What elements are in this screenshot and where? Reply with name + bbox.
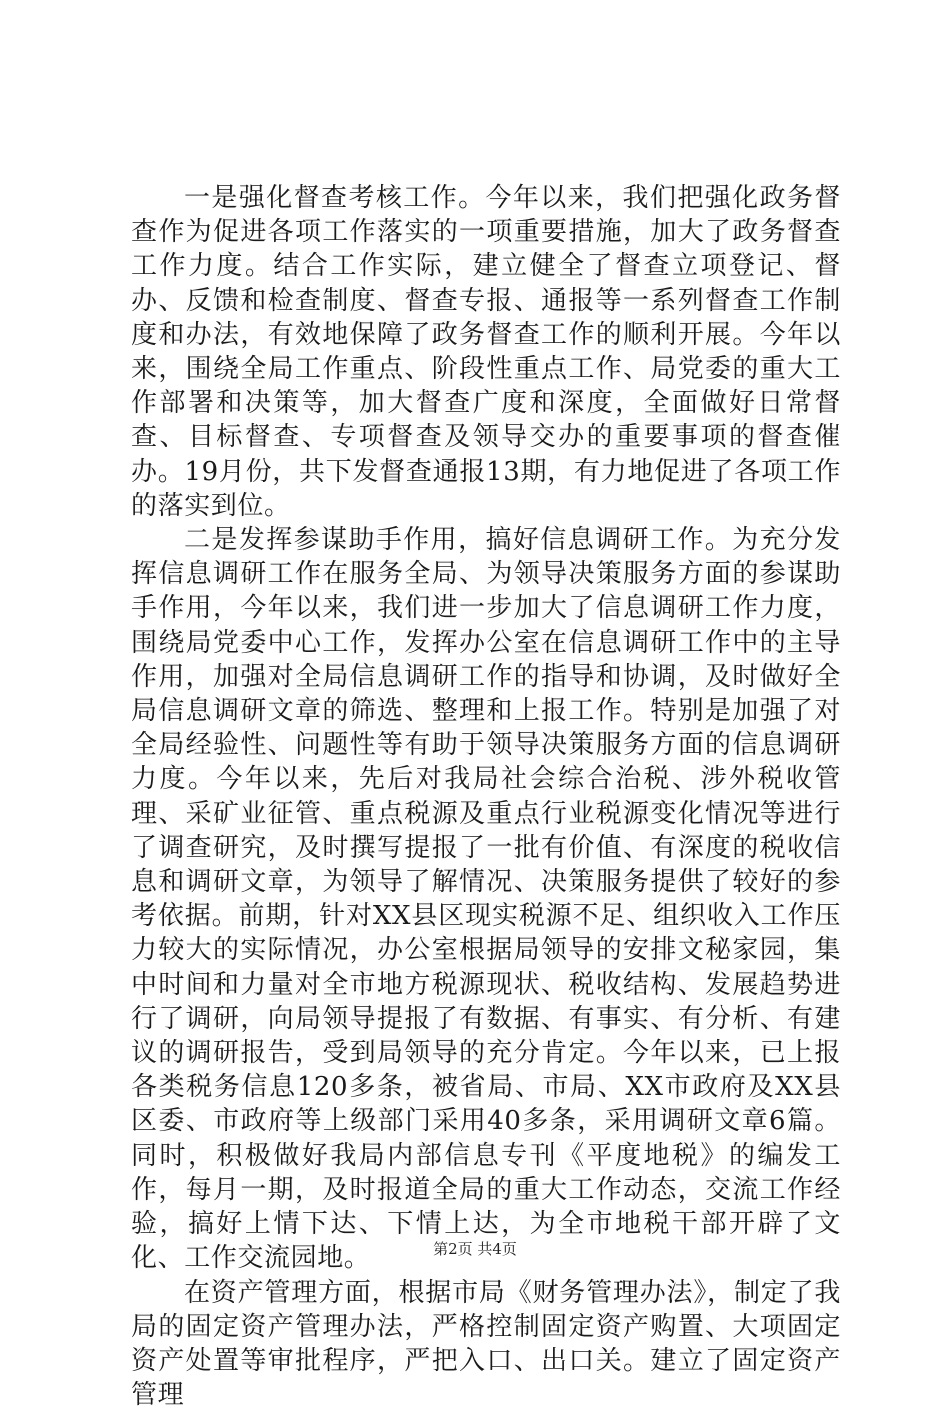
paragraph-asset-management: 在资产管理方面，根据市局《财务管理办法》，制定了我局的固定资产管理办法，严格控制固定资产购置、大项固定资产处置等审批程序，严把入口、出口关。建立了固定资产管理 <box>131 1276 841 1412</box>
page-footer: 第2页 共4页 <box>0 1239 950 1259</box>
document-body <box>131 181 841 1412</box>
paragraph-supervision: 一是强化督查考核工作。今年以来，我们把强化政务督查作为促进各项工作落实的一项重要措施，加大了政务督查工作力度。结合工作实际，建立健全了督查立项登记、督办、反馈和检查制度、督查专报、通报等一系列督查工作制度和办法，有效地保障了政务督查工作的顺利开展。今年以来，围绕全局工作重点、阶段性重点工作、局党委的重大工作部署和决策等，加大督查广度和深度，全面做好日常督查、目标督查、专项督查及领导交办的重要事项的督查催办。19月份，共下发督查通报13期，有力地促进了各项工作的落实到位。 <box>131 181 841 523</box>
paragraph-information-research: 二是发挥参谋助手作用，搞好信息调研工作。为充分发挥信息调研工作在服务全局、为领导决策服务方面的参谋助手作用，今年以来，我们进一步加大了信息调研工作力度，围绕局党委中心工作，发挥办公室在信息调研工作中的主导作用，加强对全局信息调研工作的指导和协调，及时做好全局信息调研文章的筛选、整理和上报工作。特别是加强了对全局经验性、问题性等有助于领导决策服务方面的信息调研力度。今年以来，先后对我局社会综合治税、涉外税收管理、采矿业征管、重点税源及重点行业税源变化情况等进行了调查研究，及时撰写提报了一批有价值、有深度的税收信息和调研文章，为领导了解情况、决策服务提供了较好的参考依据。前期，针对XX县区现实税源不足、组织收入工作压力较大的实际情况，办公室根据局领导的安排文秘家园，集中时间和力量对全市地方税源现状、税收结构、发展趋势进行了调研，向局领导提报了有数据、有事实、有分析、有建议的调研报告，受到局领导的充分肯定。今年以来，已上报各类税务信息120多条，被省局、市局、XX市政府及XX县区委、市政府等上级部门采用40多条，采用调研文章6篇。同时，积极做好我局内部信息专刊《平度地税》的编发工作，每月一期，及时报道全局的重大工作动态，交流工作经验，搞好上情下达、下情上达，为全市地税干部开辟了文化、工作交流园地。 <box>131 523 841 1275</box>
